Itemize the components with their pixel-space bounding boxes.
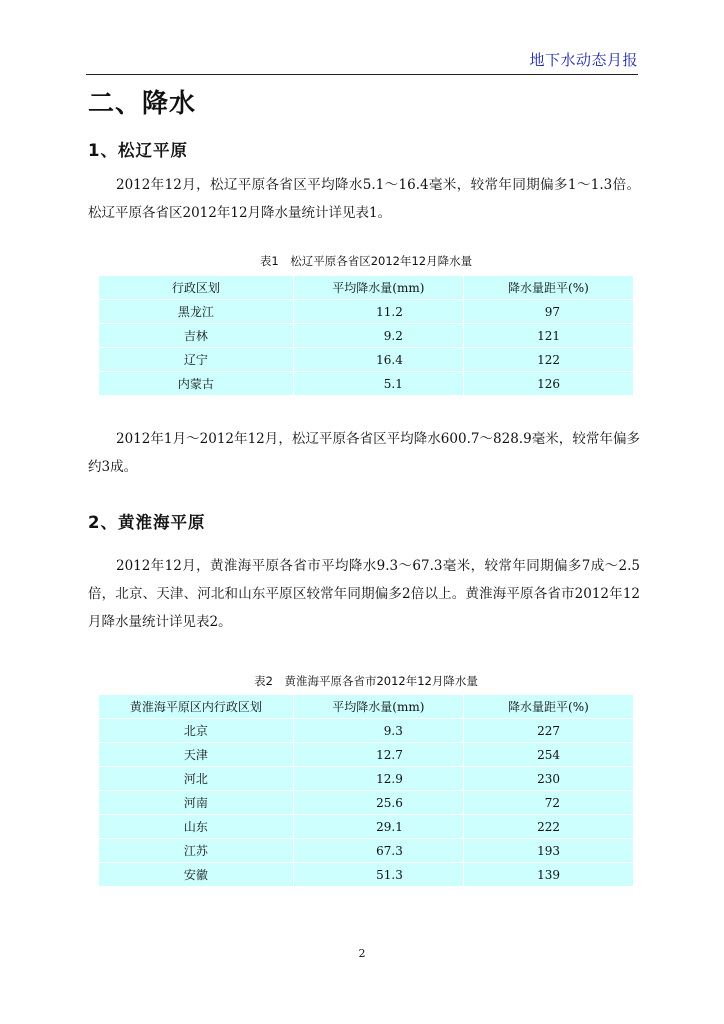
anomaly-cell: 227 [463, 719, 633, 743]
table-row [99, 743, 634, 767]
column-header: 平均降水量(mm) [293, 695, 463, 719]
region-cell: 安徽 [99, 863, 294, 887]
table-row [99, 791, 634, 815]
table2-huanghuaihai-precipitation [98, 694, 634, 887]
anomaly-cell: 139 [463, 863, 633, 887]
precip-cell: 12.9 [293, 767, 463, 791]
precip-cell: 11.2 [293, 300, 463, 324]
anomaly-cell: 72 [463, 791, 633, 815]
precip-cell: 9.3 [293, 719, 463, 743]
region-cell: 吉林 [99, 324, 294, 348]
precip-cell: 51.3 [293, 863, 463, 887]
paragraph-songliao-dec: 2012年12月，松辽平原各省区平均降水5.1～16.4毫米，较常年同期偏多1～1.3倍。松辽平原各省区2012年12月降水量统计详见表1。 [88, 177, 640, 221]
precip-cell: 16.4 [293, 348, 463, 372]
table-row [99, 767, 634, 791]
precip-cell: 9.2 [293, 324, 463, 348]
section-title: 二、降水 [88, 89, 197, 119]
table-row [99, 719, 634, 743]
region-cell: 河北 [99, 767, 294, 791]
anomaly-cell: 122 [463, 348, 633, 372]
column-header: 黄淮海平原区内行政区划 [99, 695, 294, 719]
region-cell: 内蒙古 [99, 372, 294, 396]
table-row [99, 348, 634, 372]
region-cell: 河南 [99, 791, 294, 815]
anomaly-cell: 230 [463, 767, 633, 791]
table-row [99, 839, 634, 863]
table2-caption: 表2 黄淮海平原各省市2012年12月降水量 [254, 674, 478, 688]
table-row [99, 863, 634, 887]
table-row [99, 300, 634, 324]
anomaly-cell: 193 [463, 839, 633, 863]
region-cell: 山东 [99, 815, 294, 839]
precip-cell: 25.6 [293, 791, 463, 815]
precip-cell: 67.3 [293, 839, 463, 863]
table1-caption: 表1 松辽平原各省区2012年12月降水量 [259, 254, 473, 268]
table-header-row [99, 695, 634, 719]
table-row [99, 372, 634, 396]
report-header-title: 地下水动态月报 [529, 51, 638, 69]
paragraph-huanghuaihai-dec: 2012年12月，黄淮海平原各省市平均降水9.3～67.3毫米，较常年同期偏多7成～2.5倍，北京、天津、河北和山东平原区较常年同期偏多2倍以上。黄淮海平原各省市2012年12月降水量统计详见表2。 [88, 558, 640, 630]
paragraph-songliao-annual: 2012年1月～2012年12月，松辽平原各省区平均降水600.7～828.9毫米，较常年偏多约3成。 [88, 431, 640, 475]
column-header: 降水量距平(%) [463, 276, 633, 300]
anomaly-cell: 222 [463, 815, 633, 839]
anomaly-cell: 254 [463, 743, 633, 767]
table1-songliao-precipitation [98, 275, 634, 396]
table-row [99, 815, 634, 839]
precip-cell: 29.1 [293, 815, 463, 839]
table-header-row [99, 276, 634, 300]
region-cell: 黑龙江 [99, 300, 294, 324]
table-row [99, 324, 634, 348]
anomaly-cell: 121 [463, 324, 633, 348]
region-cell: 天津 [99, 743, 294, 767]
subsection-title-songliao: 1、松辽平原 [88, 141, 188, 160]
region-cell: 江苏 [99, 839, 294, 863]
region-cell: 北京 [99, 719, 294, 743]
region-cell: 辽宁 [99, 348, 294, 372]
column-header: 平均降水量(mm) [293, 276, 463, 300]
precip-cell: 5.1 [293, 372, 463, 396]
subsection-title-huanghuaihai: 2、黄淮海平原 [88, 513, 206, 532]
header-rule [86, 74, 638, 75]
precip-cell: 12.7 [293, 743, 463, 767]
column-header: 行政区划 [99, 276, 294, 300]
page-number: 2 [358, 947, 366, 960]
column-header: 降水量距平(%) [463, 695, 633, 719]
anomaly-cell: 126 [463, 372, 633, 396]
anomaly-cell: 97 [463, 300, 633, 324]
